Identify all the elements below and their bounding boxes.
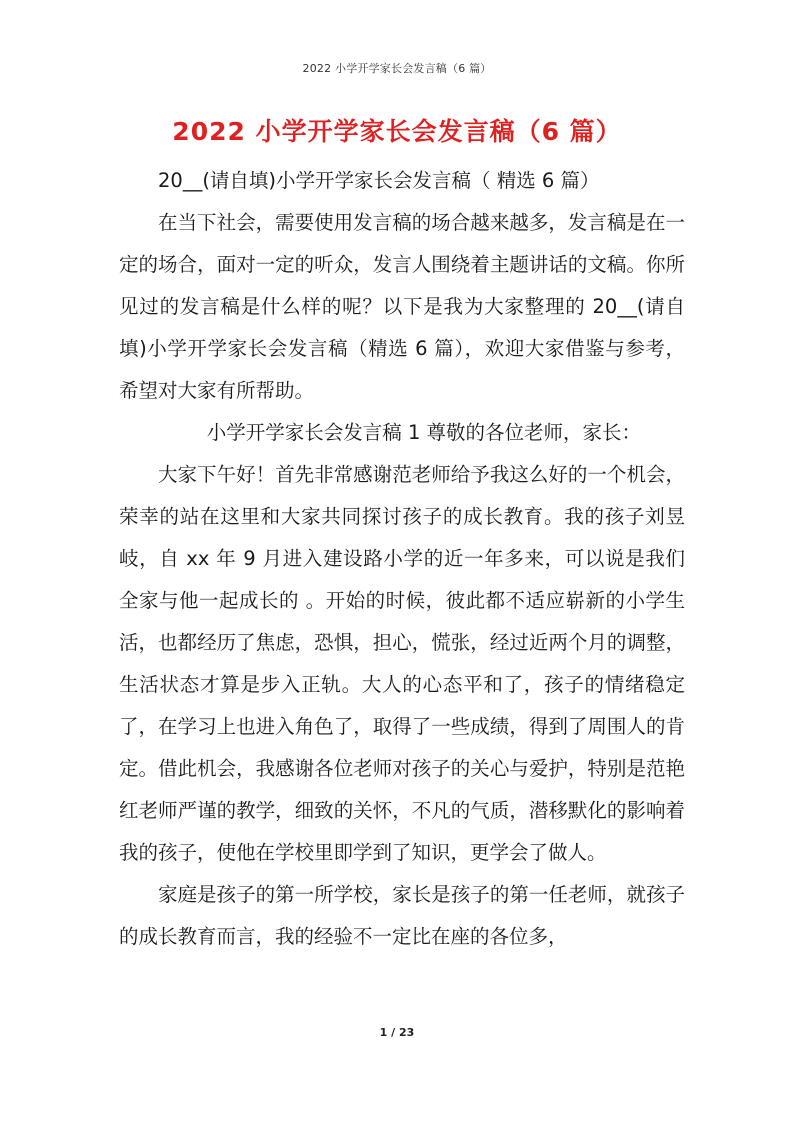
section-heading-paragraph: 小学开学家长会发言稿 1 尊敬的各位老师，家长： xyxy=(206,421,642,444)
document-title: 2022 小学开学家长会发言稿（6 篇） xyxy=(172,117,622,146)
subtitle-paragraph: 20__(请自填)小学开学家长会发言稿（ 精选 6 篇） xyxy=(158,169,600,192)
speech-paragraph: 大家下午好！首先非常感谢范老师给予我这么好的一个机会，荣幸的站在这里和大家共同探讨孩子的成长教育。我的孩子刘昱岐，自 xx 年 9 月进入建设路小学的近一年多来，可以说是我们全家与他一起成长的 。开始的时候，彼此都不适应崭新的小学生活，也都经历了焦虑，恐惧，担心，慌张，经过近两个月的调整，生活状态才算是步入正轨。大人的心态平和了，孩子的情绪稳定了，在学习上也进入角色了，取得了一些成绩，得到了周围人的肯定。借此机会，我感谢各位老师对孩子的关心与爱护，特别是范艳红老师严谨的教学，细致的关怀，不凡的气质，潜移默化的影响着我的孩子，使他在学校里即学到了知识，更学会了做人。 xyxy=(119,463,685,864)
intro-paragraph: 在当下社会，需要使用发言稿的场合越来越多，发言稿是在一定的场合，面对一定的听众，发言人围绕着主题讲话的文稿。你所见过的发言稿是什么样的呢？以下是我为大家整理的 20__(请自填)小学开学家长会发言稿（精选 6 篇），欢迎大家借鉴与参考，希望对大家有所帮助。 xyxy=(119,211,685,402)
document-body xyxy=(119,160,685,958)
page-number: 1 / 23 xyxy=(379,1026,415,1039)
speech-paragraph-continued: 家庭是孩子的第一所学校，家长是孩子的第一任老师，就孩子的成长教育而言，我的经验不一定比在座的各位多， xyxy=(119,883,685,948)
running-header: 2022 小学开学家长会发言稿（6 篇） xyxy=(302,62,492,75)
